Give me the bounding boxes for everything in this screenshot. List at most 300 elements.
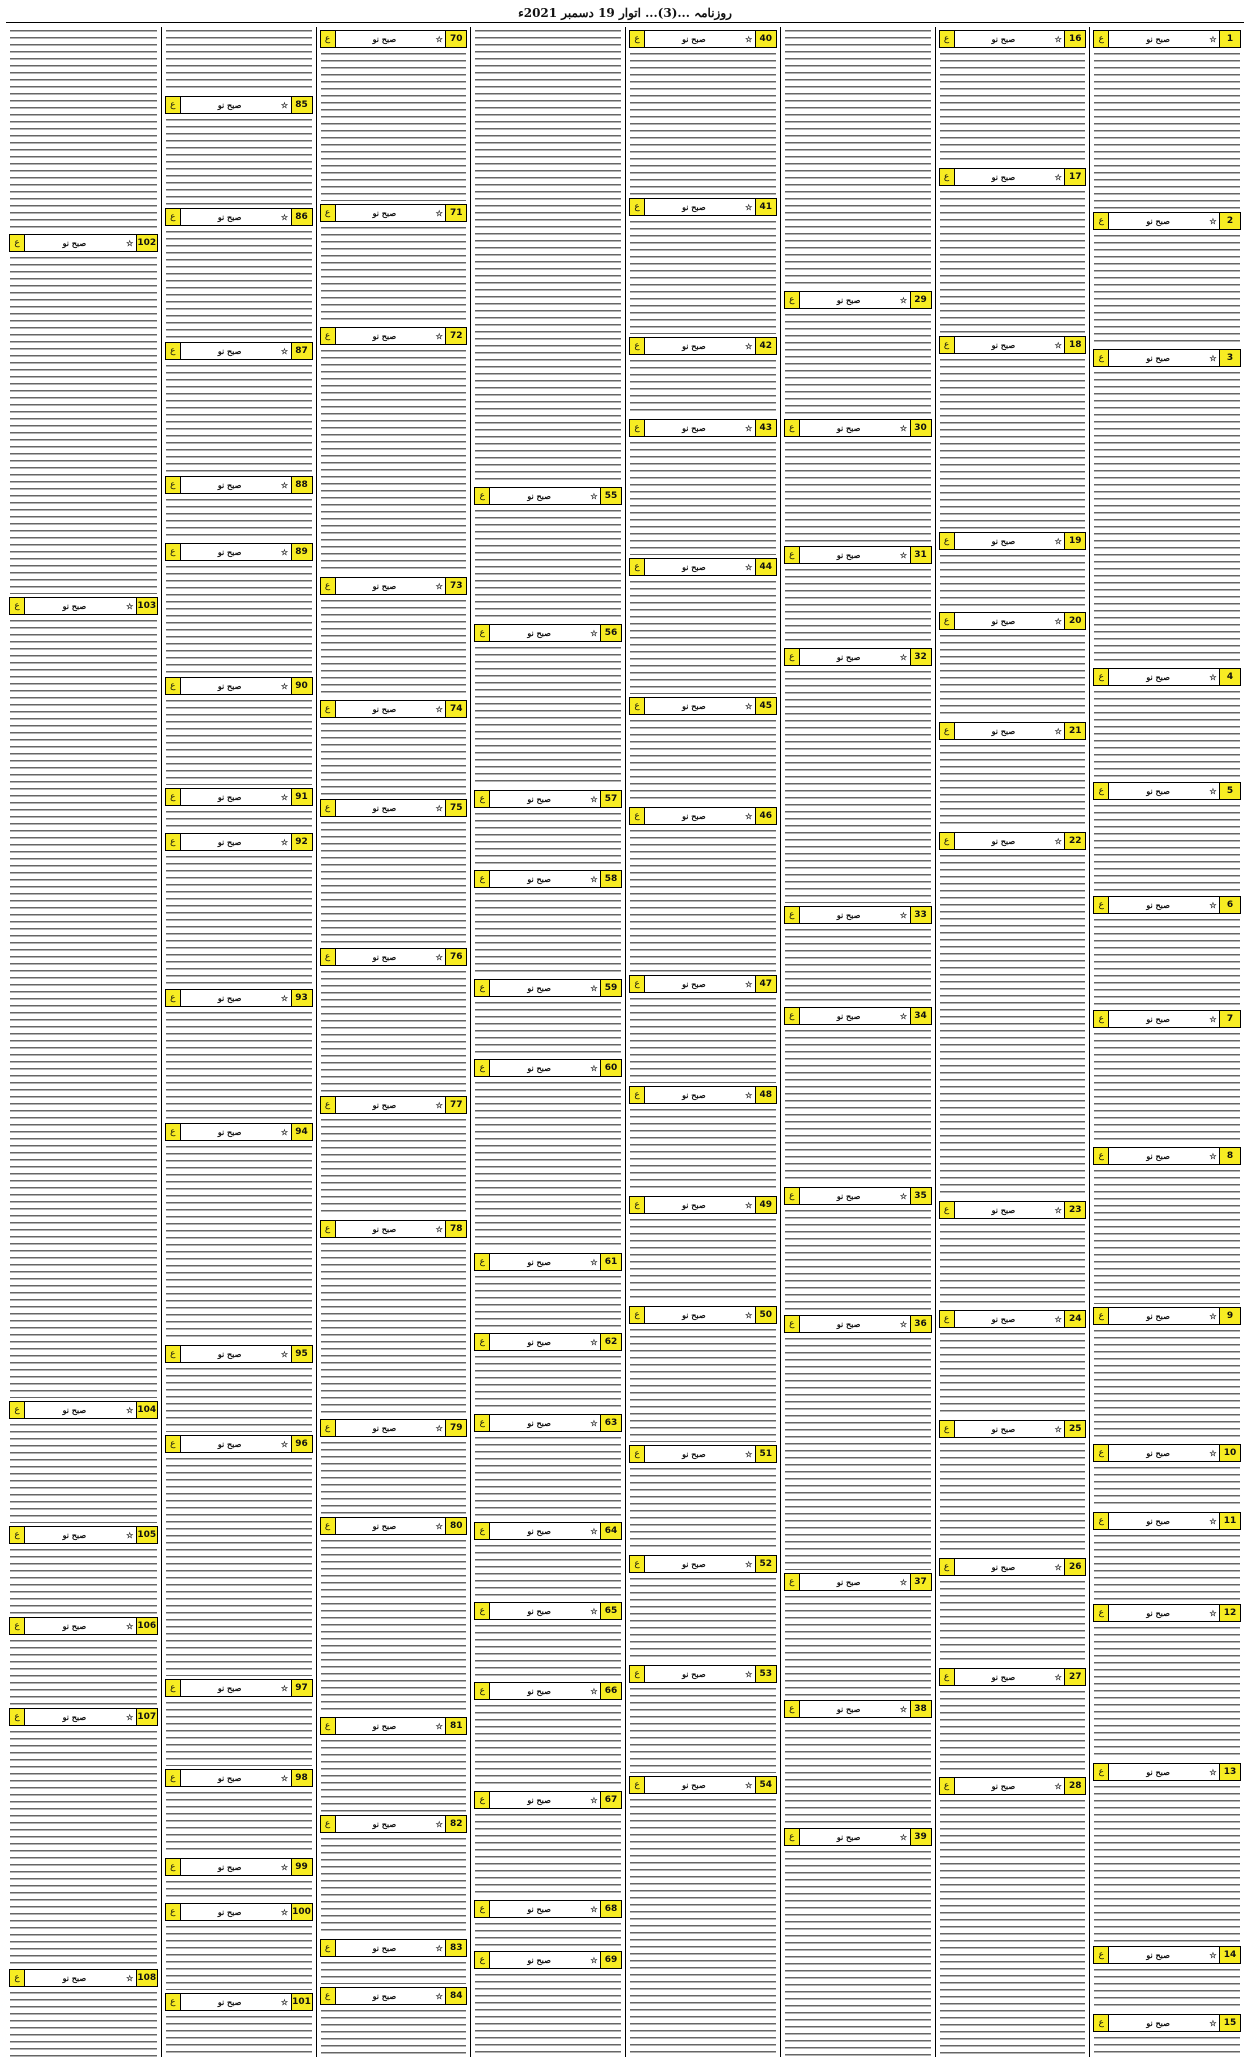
ad-body-text bbox=[475, 1622, 621, 1679]
ad-37 bbox=[784, 1570, 932, 1698]
ad-body-text bbox=[166, 228, 312, 339]
ad-60 bbox=[474, 1056, 622, 1250]
ad-header-label: صبح نو bbox=[527, 628, 551, 639]
star-icon: ☆ bbox=[899, 422, 908, 433]
ad-tag-icon: ع bbox=[321, 1718, 336, 1734]
ad-number: 31 bbox=[910, 547, 931, 563]
ad-header bbox=[165, 1123, 313, 1141]
ad-tag-icon: ع bbox=[10, 1527, 25, 1543]
ad-27 bbox=[939, 1665, 1087, 1775]
ad-header-label: صبح نو bbox=[217, 1126, 242, 1137]
ad-header-label: صبح نو bbox=[217, 837, 242, 848]
ad-62 bbox=[474, 1330, 622, 1410]
ad-number: 96 bbox=[291, 1436, 312, 1452]
ad-number: 34 bbox=[910, 1008, 931, 1024]
ad-header-label: صبح نو bbox=[1146, 34, 1170, 44]
ad-header-label: صبح نو bbox=[217, 212, 242, 223]
ad-header bbox=[165, 342, 313, 360]
ad-number: 47 bbox=[755, 976, 776, 992]
ad-number: 84 bbox=[445, 1988, 466, 2004]
star-icon: ☆ bbox=[126, 1712, 134, 1723]
ad-number: 18 bbox=[1064, 337, 1085, 353]
ad-87 bbox=[165, 339, 313, 473]
ad-header-label: صبح نو bbox=[1146, 1516, 1170, 1527]
ad-header-label: صبح نو bbox=[217, 1349, 242, 1360]
ad-header-label: صبح نو bbox=[1146, 353, 1170, 364]
ad-tag-icon: ع bbox=[321, 1097, 336, 1113]
ad-header-label: صبح نو bbox=[217, 345, 242, 356]
ad-header bbox=[939, 612, 1087, 630]
continued-text bbox=[474, 27, 622, 484]
ad-body-text bbox=[940, 1221, 1086, 1308]
ad-header bbox=[939, 1310, 1087, 1328]
ad-header-label: صبح نو bbox=[1146, 1151, 1170, 1162]
ad-89 bbox=[165, 540, 313, 674]
ad-body-text bbox=[1094, 1464, 1240, 1510]
ad-tag-icon: ع bbox=[785, 292, 800, 308]
ad-tag-icon: ع bbox=[940, 723, 955, 739]
ad-tag-icon: ع bbox=[940, 31, 955, 47]
ad-tag-icon: ع bbox=[940, 1559, 955, 1575]
ad-tag-icon: ع bbox=[1094, 1764, 1109, 1780]
star-icon: ☆ bbox=[1209, 2018, 1217, 2029]
ad-number: 63 bbox=[600, 1415, 621, 1431]
ad-header-label: صبح نو bbox=[372, 1521, 397, 1532]
ad-body-text bbox=[321, 968, 467, 1094]
ad-number: 25 bbox=[1064, 1421, 1085, 1437]
ad-header bbox=[1093, 212, 1241, 230]
ad-body-text bbox=[785, 926, 931, 1004]
ad-24 bbox=[939, 1307, 1087, 1417]
star-icon: ☆ bbox=[435, 1942, 443, 1953]
star-icon: ☆ bbox=[280, 1862, 289, 1873]
ad-20 bbox=[939, 609, 1087, 719]
ad-body-text bbox=[475, 890, 621, 976]
ad-header-label: صبح نو bbox=[836, 1704, 861, 1715]
star-icon: ☆ bbox=[745, 422, 753, 433]
ad-number: 102 bbox=[136, 235, 157, 251]
ad-header-label: صبح نو bbox=[217, 680, 242, 691]
ad-8 bbox=[1093, 1144, 1241, 1304]
ad-header-label: صبح نو bbox=[372, 331, 397, 342]
ad-81 bbox=[320, 1714, 468, 1812]
ad-body-text bbox=[630, 439, 776, 555]
ad-header-label: صبح نو bbox=[372, 951, 397, 962]
ad-number: 92 bbox=[291, 834, 312, 850]
ad-body-text bbox=[630, 1796, 776, 2057]
ad-header-label: صبح نو bbox=[1146, 1014, 1170, 1025]
ad-body-text bbox=[321, 1737, 467, 1812]
ad-number: 10 bbox=[1219, 1445, 1240, 1461]
ad-14 bbox=[1093, 1943, 1241, 2012]
ad-header-label: صبح نو bbox=[991, 1204, 1016, 1215]
star-icon: ☆ bbox=[590, 1903, 598, 1914]
ad-number: 13 bbox=[1219, 1764, 1240, 1780]
ad-body-text bbox=[166, 1009, 312, 1120]
ad-number: 68 bbox=[600, 1901, 621, 1917]
ad-31 bbox=[784, 543, 932, 644]
ad-tag-icon: ع bbox=[1094, 1011, 1109, 1027]
ad-header-label: صبح نو bbox=[62, 237, 87, 248]
ad-header-label: صبح نو bbox=[372, 1990, 397, 2001]
star-icon: ☆ bbox=[435, 1100, 443, 1111]
star-icon: ☆ bbox=[126, 1973, 134, 1984]
ad-35 bbox=[784, 1184, 932, 1312]
star-icon: ☆ bbox=[1054, 1671, 1062, 1682]
ad-body-text bbox=[940, 632, 1086, 719]
ad-body-text bbox=[630, 1575, 776, 1662]
ad-body-text bbox=[321, 1116, 467, 1217]
ad-header bbox=[165, 1679, 313, 1697]
ad-number: 98 bbox=[291, 1770, 312, 1786]
ad-header bbox=[629, 1445, 777, 1463]
ad-tag-icon: ع bbox=[630, 1307, 645, 1323]
ad-number: 3 bbox=[1219, 350, 1240, 366]
ad-header bbox=[165, 96, 313, 114]
ad-15 bbox=[1093, 2011, 1241, 2057]
ad-tag-icon: ع bbox=[630, 199, 645, 215]
ad-header bbox=[474, 1682, 622, 1700]
ad-body-text bbox=[940, 50, 1086, 165]
column-6 bbox=[316, 27, 471, 2057]
ad-header bbox=[1093, 1010, 1241, 1028]
ad-tag-icon: ع bbox=[940, 169, 955, 185]
ad-header-label: صبح نو bbox=[991, 535, 1016, 546]
ad-tag-icon: ع bbox=[166, 1124, 181, 1140]
ad-79 bbox=[320, 1416, 468, 1514]
ad-header bbox=[629, 1086, 777, 1104]
ad-number: 26 bbox=[1064, 1559, 1085, 1575]
ad-body-text bbox=[940, 1797, 1086, 2057]
ad-body-text bbox=[630, 50, 776, 195]
ad-105 bbox=[9, 1523, 158, 1614]
ad-header-label: صبح نو bbox=[217, 546, 242, 557]
ad-74 bbox=[320, 697, 468, 795]
ad-tag-icon: ع bbox=[785, 1316, 800, 1332]
ad-body-text bbox=[785, 1593, 931, 1698]
ad-103 bbox=[9, 594, 158, 1399]
ad-header-label: صبح نو bbox=[372, 704, 397, 715]
ad-tag-icon: ع bbox=[321, 578, 336, 594]
star-icon: ☆ bbox=[280, 1907, 289, 1918]
ad-header bbox=[784, 1573, 932, 1591]
star-icon: ☆ bbox=[590, 1795, 598, 1806]
ad-body-text bbox=[940, 742, 1086, 829]
ad-header bbox=[939, 336, 1087, 354]
ad-number: 95 bbox=[291, 1346, 312, 1362]
ad-number: 108 bbox=[136, 1970, 157, 1986]
ad-header bbox=[320, 204, 468, 222]
ad-header-label: صبح نو bbox=[991, 835, 1016, 846]
ad-header-label: صبح نو bbox=[372, 1942, 397, 1953]
ad-header-label: صبح نو bbox=[682, 1559, 706, 1570]
star-icon: ☆ bbox=[745, 1309, 753, 1320]
ad-header bbox=[784, 1187, 932, 1205]
ad-body-text bbox=[785, 439, 931, 544]
ad-header bbox=[320, 1939, 468, 1957]
ad-header-label: صبح نو bbox=[836, 1576, 861, 1587]
ad-21 bbox=[939, 719, 1087, 829]
ad-number: 56 bbox=[600, 625, 621, 641]
ad-23 bbox=[939, 1198, 1087, 1308]
ad-header bbox=[629, 198, 777, 216]
ad-number: 30 bbox=[910, 420, 931, 436]
ad-header-label: صبح نو bbox=[372, 1423, 397, 1434]
ad-63 bbox=[474, 1411, 622, 1520]
ad-body-text bbox=[166, 496, 312, 540]
ad-header bbox=[784, 1315, 932, 1333]
ad-body-text bbox=[166, 697, 312, 786]
ad-70 bbox=[320, 27, 468, 201]
ad-body-text bbox=[166, 1365, 312, 1431]
ad-body-text bbox=[166, 1878, 312, 1900]
ad-header-label: صبح نو bbox=[372, 207, 397, 218]
ad-tag-icon: ع bbox=[166, 1994, 181, 2010]
star-icon: ☆ bbox=[1054, 726, 1062, 736]
ad-header bbox=[1093, 1604, 1241, 1622]
ad-header-label: صبح نو bbox=[217, 792, 242, 803]
ad-body-text bbox=[475, 1542, 621, 1599]
ad-header bbox=[1093, 349, 1241, 367]
ad-number: 23 bbox=[1064, 1202, 1085, 1218]
ad-tag-icon: ع bbox=[1094, 213, 1109, 229]
star-icon: ☆ bbox=[1054, 1781, 1062, 1792]
ad-4 bbox=[1093, 665, 1241, 779]
ad-100 bbox=[165, 1900, 313, 1989]
ad-header bbox=[9, 1969, 158, 1987]
ad-body-text bbox=[475, 1920, 621, 1949]
ad-header-label: صبح نو bbox=[372, 1720, 397, 1731]
ad-72 bbox=[320, 324, 468, 573]
ad-number: 87 bbox=[291, 343, 312, 359]
ad-tag-icon: ع bbox=[630, 1556, 645, 1572]
ad-header-label: صبح نو bbox=[682, 341, 706, 352]
ad-body-text bbox=[630, 1685, 776, 1772]
star-icon: ☆ bbox=[590, 1526, 598, 1537]
ad-tag-icon: ع bbox=[785, 1829, 800, 1845]
star-icon: ☆ bbox=[590, 1257, 598, 1268]
star-icon: ☆ bbox=[280, 837, 289, 848]
ad-tag-icon: ع bbox=[166, 1346, 181, 1362]
ad-number: 44 bbox=[755, 559, 776, 575]
ad-header bbox=[629, 337, 777, 355]
ad-body-text bbox=[785, 1027, 931, 1184]
ad-header-label: صبح نو bbox=[991, 726, 1016, 736]
ad-tag-icon: ع bbox=[785, 420, 800, 436]
ad-29 bbox=[784, 288, 932, 416]
ad-tag-icon: ع bbox=[475, 1901, 490, 1917]
ad-number: 74 bbox=[445, 701, 466, 717]
ad-body-text bbox=[475, 1434, 621, 1520]
ad-header-label: صبح نو bbox=[527, 1337, 551, 1348]
ad-body-text bbox=[785, 1335, 931, 1570]
ad-body-text bbox=[321, 1835, 467, 1936]
star-icon: ☆ bbox=[899, 1831, 908, 1842]
ad-number: 67 bbox=[600, 1792, 621, 1808]
ad-body-text bbox=[166, 27, 312, 93]
ad-header bbox=[629, 697, 777, 715]
ad-header bbox=[629, 30, 777, 48]
ad-number: 1 bbox=[1219, 31, 1240, 47]
star-icon: ☆ bbox=[280, 1126, 289, 1137]
ad-header-label: صبح نو bbox=[991, 1314, 1016, 1325]
ad-header-label: صبح نو bbox=[682, 811, 706, 822]
ad-header bbox=[1093, 1763, 1241, 1781]
star-icon: ☆ bbox=[899, 1011, 908, 1022]
star-icon: ☆ bbox=[745, 1779, 753, 1790]
ad-17 bbox=[939, 165, 1087, 332]
ad-52 bbox=[629, 1552, 777, 1662]
ad-tag-icon: ع bbox=[166, 544, 181, 560]
ad-3 bbox=[1093, 346, 1241, 665]
star-icon: ☆ bbox=[745, 979, 753, 990]
star-icon: ☆ bbox=[1054, 835, 1062, 846]
ad-97 bbox=[165, 1676, 313, 1765]
ad-number: 6 bbox=[1219, 897, 1240, 913]
ad-header-label: صبح نو bbox=[62, 1405, 87, 1416]
ad-tag-icon: ع bbox=[1094, 1513, 1109, 1529]
ad-header bbox=[939, 532, 1087, 550]
ad-102 bbox=[9, 231, 158, 594]
ad-body-text bbox=[630, 1216, 776, 1303]
ad-tag-icon: ع bbox=[166, 343, 181, 359]
ad-56 bbox=[474, 621, 622, 787]
ad-number: 46 bbox=[755, 808, 776, 824]
ad-number: 37 bbox=[910, 1574, 931, 1590]
ad-header bbox=[1093, 1512, 1241, 1530]
ad-25 bbox=[939, 1417, 1087, 1555]
ad-84 bbox=[320, 1984, 468, 2057]
ad-number: 70 bbox=[445, 31, 466, 47]
ad-body-text bbox=[475, 1702, 621, 1788]
star-icon: ☆ bbox=[590, 1417, 598, 1428]
ad-header-label: صبح نو bbox=[527, 1417, 551, 1428]
ad-header-label: صبح نو bbox=[217, 1907, 242, 1918]
ad-body-text bbox=[475, 507, 621, 621]
ad-header-label: صبح نو bbox=[527, 982, 551, 993]
star-icon: ☆ bbox=[435, 1818, 443, 1829]
ad-body-text bbox=[475, 644, 621, 787]
ad-30 bbox=[784, 416, 932, 544]
ad-body-text bbox=[10, 617, 157, 1399]
ad-body-text bbox=[1094, 1030, 1240, 1144]
ad-86 bbox=[165, 205, 313, 339]
ad-57 bbox=[474, 787, 622, 867]
ad-header-label: صبح نو bbox=[836, 1191, 861, 1202]
ad-header bbox=[320, 30, 468, 48]
ad-header bbox=[165, 208, 313, 226]
ad-tag-icon: ع bbox=[475, 1060, 490, 1076]
star-icon: ☆ bbox=[590, 1062, 598, 1073]
ad-header bbox=[474, 1900, 622, 1918]
star-icon: ☆ bbox=[1209, 1310, 1217, 1321]
ad-tag-icon: ع bbox=[321, 949, 336, 965]
ad-header-label: صبح نو bbox=[217, 479, 242, 490]
ad-number: 85 bbox=[291, 97, 312, 113]
ad-body-text bbox=[785, 27, 931, 288]
star-icon: ☆ bbox=[745, 1559, 753, 1570]
ad-header bbox=[1093, 1147, 1241, 1165]
star-icon: ☆ bbox=[899, 1704, 908, 1715]
ad-number: 24 bbox=[1064, 1311, 1085, 1327]
ad-76 bbox=[320, 945, 468, 1094]
ad-65 bbox=[474, 1599, 622, 1679]
ad-body-text bbox=[321, 819, 467, 945]
ad-tag-icon: ع bbox=[1094, 31, 1109, 47]
ad-tag-icon: ع bbox=[166, 678, 181, 694]
ad-header-label: صبح نو bbox=[62, 1712, 87, 1723]
star-icon: ☆ bbox=[745, 1089, 753, 1100]
ad-tag-icon: ع bbox=[10, 1402, 25, 1418]
ad-5 bbox=[1093, 779, 1241, 893]
ad-header-label: صبح نو bbox=[217, 1772, 242, 1783]
ad-body-text bbox=[166, 808, 312, 830]
ad-number: 97 bbox=[291, 1680, 312, 1696]
ad-number: 73 bbox=[445, 578, 466, 594]
star-icon: ☆ bbox=[280, 993, 289, 1004]
ad-body-text bbox=[940, 1330, 1086, 1417]
ad-header-label: صبح نو bbox=[372, 580, 397, 591]
ad-number: 53 bbox=[755, 1666, 776, 1682]
ad-body-text bbox=[1094, 1532, 1240, 1600]
ad-tag-icon: ع bbox=[475, 1792, 490, 1808]
ad-header-label: صبح نو bbox=[217, 1683, 242, 1694]
ad-header-label: صبح نو bbox=[372, 1100, 397, 1111]
ad-tag-icon: ع bbox=[1094, 2015, 1109, 2031]
ad-header-label: صبح نو bbox=[682, 1089, 706, 1100]
ad-91 bbox=[165, 785, 313, 830]
ad-header bbox=[629, 807, 777, 825]
ad-header bbox=[320, 700, 468, 718]
ad-header-label: صبح نو bbox=[527, 1795, 551, 1806]
ad-header bbox=[939, 832, 1087, 850]
ad-body-text bbox=[10, 254, 157, 594]
ad-header bbox=[9, 597, 158, 615]
ad-95 bbox=[165, 1342, 313, 1431]
ad-header-label: صبح نو bbox=[682, 1199, 706, 1210]
star-icon: ☆ bbox=[280, 345, 289, 356]
ad-7 bbox=[1093, 1007, 1241, 1144]
ad-39 bbox=[784, 1825, 932, 2057]
ad-header bbox=[320, 1987, 468, 2005]
ad-body-text bbox=[630, 578, 776, 694]
star-icon: ☆ bbox=[280, 1683, 289, 1694]
ad-header-label: صبح نو bbox=[527, 1903, 551, 1914]
ad-header bbox=[784, 291, 932, 309]
ad-tag-icon: ع bbox=[321, 328, 336, 344]
ad-header bbox=[165, 1769, 313, 1787]
ad-header-label: صبح نو bbox=[62, 600, 87, 611]
ad-78 bbox=[320, 1217, 468, 1416]
ad-number: 48 bbox=[755, 1087, 776, 1103]
ad-tag-icon: ع bbox=[475, 791, 490, 807]
ad-number: 15 bbox=[1219, 2015, 1240, 2031]
ad-tag-icon: ع bbox=[785, 1701, 800, 1717]
ad-header bbox=[165, 1345, 313, 1363]
ad-number: 77 bbox=[445, 1097, 466, 1113]
ad-body-text bbox=[10, 27, 157, 231]
star-icon: ☆ bbox=[899, 1191, 908, 1202]
ad-55 bbox=[474, 484, 622, 621]
star-icon: ☆ bbox=[590, 1606, 598, 1617]
ad-body-text bbox=[10, 1546, 157, 1614]
ad-body-text bbox=[475, 999, 621, 1056]
ad-header-label: صبح نو bbox=[62, 1973, 87, 1984]
ad-number: 103 bbox=[136, 598, 157, 614]
ad-tag-icon: ع bbox=[630, 1777, 645, 1793]
ad-tag-icon: ع bbox=[630, 31, 645, 47]
ad-number: 106 bbox=[136, 1618, 157, 1634]
